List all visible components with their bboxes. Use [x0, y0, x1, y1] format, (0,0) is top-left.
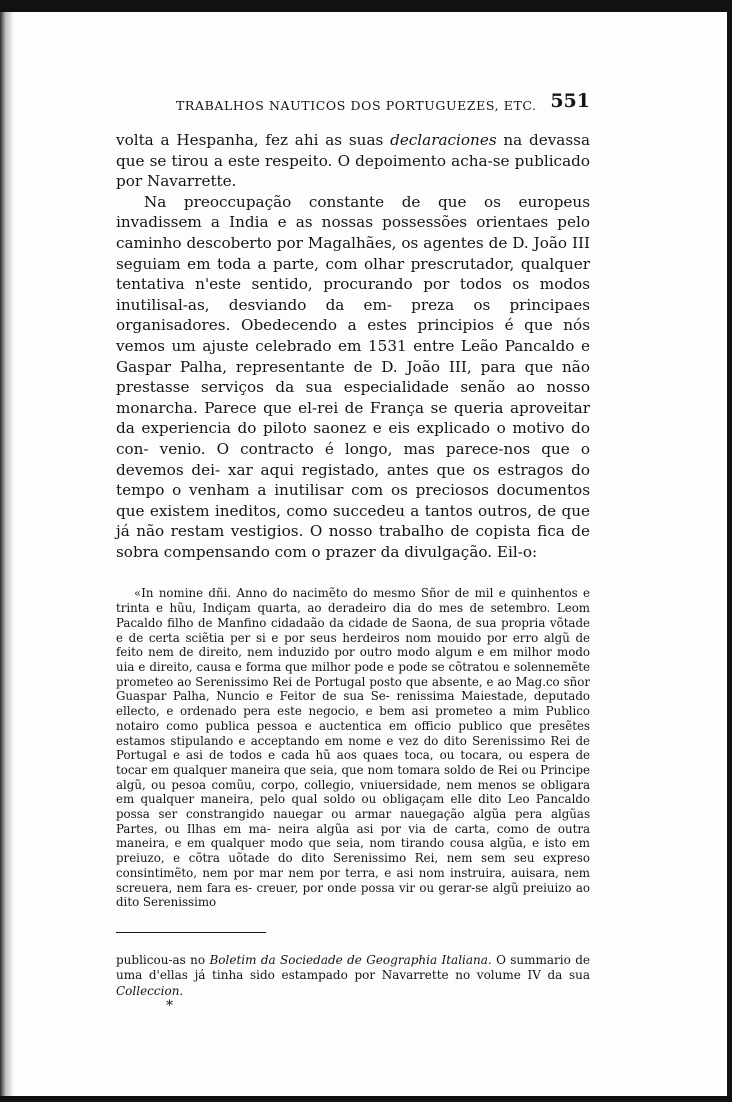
running-title: TRABALHOS NAUTICOS DOS PORTUGUEZES, ETC. — [176, 98, 537, 113]
footnote — [116, 953, 590, 1000]
footnote-collection-title: Colleccion. — [116, 983, 184, 998]
footnote-text — [116, 953, 590, 1000]
running-header — [116, 90, 590, 120]
paragraph-1-italic: declaraciones — [390, 131, 497, 149]
book-page — [116, 90, 590, 1013]
paragraph-1 — [116, 130, 590, 192]
paragraph-1-start: volta a Hespanha, fez ahi as suas — [116, 131, 391, 149]
paragraph-2: Na preoccupação constante de que os europeus invadissem a India e as nossas possessões orientaes pelo caminho descoberto por Magalhães, os agentes de D. João III seguiam em toda a parte, com olhar prescrutador, qualquer tentativa n'este sentido, procurando por todos os modos inutilisal-as, desviando da em- preza os principaes organisadores. Obedecendo a estes principios é que nós vemos um ajuste celebrado em 1531 entre Leão Pancaldo e Gaspar Palha, representante de D. João III, para que não prestasse serviços da sua especialidade senão ao nosso monarcha. Parece que el-rei de França se queria aproveitar da experiencia do piloto saonez e eis explicado o motivo do con- venio. O contracto é longo, mas parece-nos que o devemos dei- xar aqui registado, antes que os estragos do tempo o venham a inutilisar com os preciosos documentos que existem ineditos, como succedeu a tantos outros, de que já não restam vestigios. O nosso trabalho de copista fica de sobra compensando com o prazer da divulgação. Eil-o: — [116, 192, 590, 561]
contract-text: «In nomine dñi. Anno do nacimẽto do mesmo Sñor de mil e quinhentos e trinta e hũu, Indiçam quarta, ao deradeiro dia do mes de setembro. Leom Pacaldo filho de Manfino cidadaão da cidade de Saona, de sua propria võtade e de certa sciẽtia per si e por seus herdeiros nom mouido por erro algũ de feito nem de direito, nem induzido por outro modo algum e em milhor modo uia e direito, causa e forma que milhor pode e pode se cõtratou e solennemẽte prometeo ao Serenissimo Rei de Portugal posto que absente, e ao Mag.co sñor Guaspar Palha, Nuncio e Feitor de sua Se- renissima Maiestade, deputado ellecto, e ordenado pera este negocio, e bem asi prometeo a mim Publico notairo como publica pessoa e auctentica em officio publico que presẽtes estamos stipulando e acceptando em nome e vez do dito Serenissimo Rei de Portugal e asi de todos e cada hũ aos quaes toca, ou tocara, ou espera de tocar em qualquer maneira que seia, que nom tomara soldo de Rei ou Principe algũ, ou pesoa comũu, corpo, collegio, vniuersidade, nem menos se obligara em qualquer maneira, pelo qual soldo ou obligaçam elle dito Leo Pancaldo possa ser constrangido nauegar ou armar nauegação algũa pera algũas Partes, ou Ilhas em ma- neira algũa asi por via de carta, como de outra maneira, e em qualquer modo que seia, nom tirando cousa algũa, e isto em preiuzo, e cõtra uõtade do dito Serenissimo Rei, nem sem seu expreso consintimẽto, nem por mar nem por terra, e asi nom instruira, auisara, nem screuera, nem fara es- creuer, por onde possa vir ou gerar-se algũ preiuizo ao dito Serenissimo — [116, 586, 590, 910]
signature-mark: * — [166, 998, 173, 1015]
main-text — [116, 130, 590, 562]
page-number: 551 — [550, 90, 590, 112]
footnote-divider — [116, 932, 266, 933]
scan-shadow — [0, 12, 14, 1096]
footnote-journal-title: Boletim da Sociedade de Geographia Italiana. — [209, 952, 492, 967]
quoted-contract — [116, 586, 590, 909]
paragraph-1-end: na devassa que se tirou a este respeito. O depoimento acha-se publicado por Navarrette. — [116, 131, 590, 191]
footnote-start: publicou-as no — [116, 952, 210, 967]
footnote-middle: O summario de uma d'ellas já tinha sido estampado por Navarrette no volume IV da sua — [116, 952, 590, 983]
